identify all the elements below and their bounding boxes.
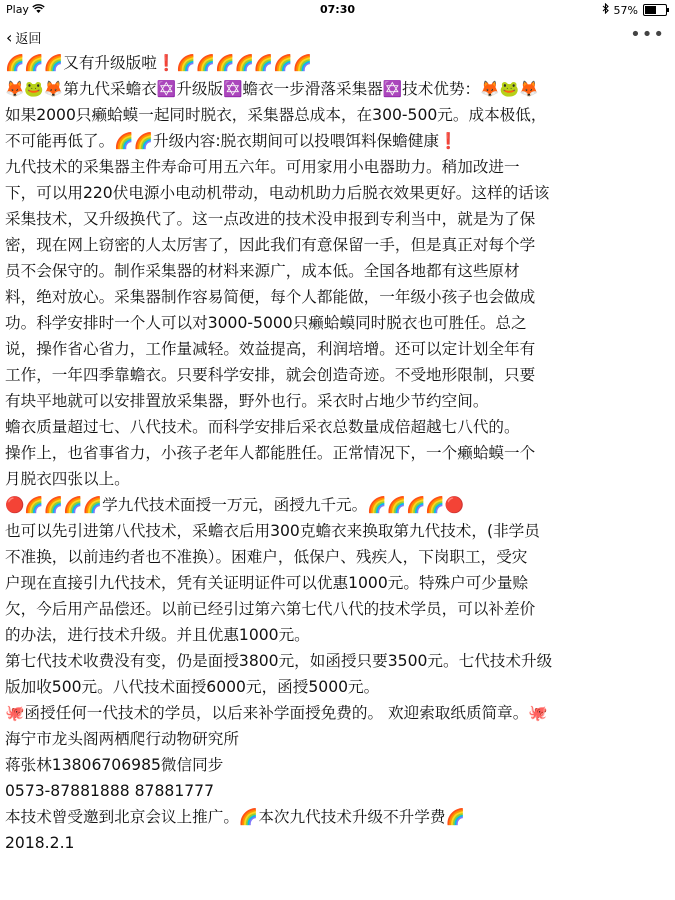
article-line: 说，操作省心省力，工作量减轻。效益提高，利润培增。还可以定计划全年有 [5,340,536,358]
article-line: 也可以先引进第八代技术，采蟾衣后用300克蟾衣来换取第九代技术，(非学员 [5,522,540,540]
article-line: 🦊🐸🦊第九代采蟾衣✡️升级版✡️蟾衣一步滑落采集器✡️技术优势：🦊🐸🦊 [5,80,539,98]
article-line: 功。科学安排时一个人可以对3000-5000只癞蛤蟆同时脱衣也可胜任。总之 [5,314,527,332]
status-time: 07:30 [319,3,355,16]
article-line: 第七代技术收费没有变，仍是面授3800元，如函授只要3500元。七代技术升级 [5,652,553,670]
article-line: 🐙函授任何一代技术的学员，以后来补学面授免费的。 欢迎索取纸质简章。🐙 [5,704,548,722]
article-line: 采集技术，又升级换代了。这一点改进的技术没申报到专利当中，就是为了保 [5,210,536,228]
article-line: 不可能再低了。🌈🌈升级内容:脱衣期间可以投喂饵料保蟾健康❗️ [5,132,459,150]
chevron-left-icon: ‹ [6,28,13,47]
article-line: 海宁市龙头阁两栖爬行动物研究所 [5,730,239,748]
status-bar [0,0,675,20]
battery-percent: 57% [613,3,638,17]
article-line: 密，现在网上窃密的人太厉害了，因此我们有意保留一手，但是真正对每个学 [5,236,536,254]
carrier-label: Play [6,3,29,16]
article-line: 如果2000只癞蛤蟆一起同时脱衣，采集器总成本，在300-500元。成本极低， [5,106,547,124]
article-line: 操作上，也省事省力，小孩子老年人都能胜任。正常情况下，一个癞蛤蟆一个 [5,444,536,462]
bluetooth-icon [602,3,609,17]
article-line: 工作，一年四季靠蟾衣。只要科学安排，就会创造奇迹。不受地形限制，只要 [5,366,536,384]
article-line: 🌈🌈🌈又有升级版啦❗️🌈🌈🌈🌈🌈🌈🌈 [5,54,313,72]
battery-level-fill [645,6,656,14]
back-label: 返回 [15,32,42,47]
article-line: 本技术曾受邀到北京会议上推广。🌈本次九代技术升级不升学费🌈 [5,808,465,826]
article-line: 版加收500元。八代技术面授6000元，函授5000元。 [5,678,380,696]
article-line: 🔴🌈🌈🌈🌈学九代技术面授一万元，函授九千元。🌈🌈🌈🌈🔴 [5,496,465,514]
article-body [5,50,671,856]
article-line: 员不会保守的。制作采集器的材料来源广，成本低。全国各地都有这些原材 [5,262,520,280]
article-line: 不准换，以前违约者也不准换）。困难户，低保户、残疾人，下岗职工，受灾 [5,548,528,566]
article-line: 蟾衣质量超过七、八代技术。而科学安排后采衣总数量成倍超越七八代的。 [5,418,520,436]
more-options-button[interactable]: ••• [630,24,665,45]
article-line: 料，绝对放心。采集器制作容易简便，每个人都能做，一年级小孩子也会做成 [5,288,536,306]
article-line: 0573-87881888 87881777 [5,782,215,800]
back-button[interactable] [6,28,41,47]
article-line: 欠，今后用产品偿还。以前已经引过第六第七代八代的技术学员，可以补差价 [5,600,536,618]
article-line: 月脱衣四张以上。 [5,470,130,488]
nav-bar [0,24,675,52]
status-right [602,3,667,17]
article-line: 九代技术的采集器主件寿命可用五六年。可用家用小电器助力。稍加改进一 [5,158,520,176]
article-line: 下，可以用220伏电源小电动机带动，电动机助力后脱衣效果更好。这样的话该 [5,184,550,202]
article-line: 户现在直接引九代技术，凭有关证明证件可以优惠1000元。特殊户可少量赊 [5,574,529,592]
article-line: 2018.2.1 [5,834,75,852]
article-line: 蒋张林13806706985微信同步 [5,756,224,774]
article-line: 的办法，进行技术升级。并且优惠1000元。 [5,626,310,644]
battery-icon [643,4,667,16]
article-line: 有块平地就可以安排置放采集器，野外也行。采衣时占地少节约空间。 [5,392,489,410]
